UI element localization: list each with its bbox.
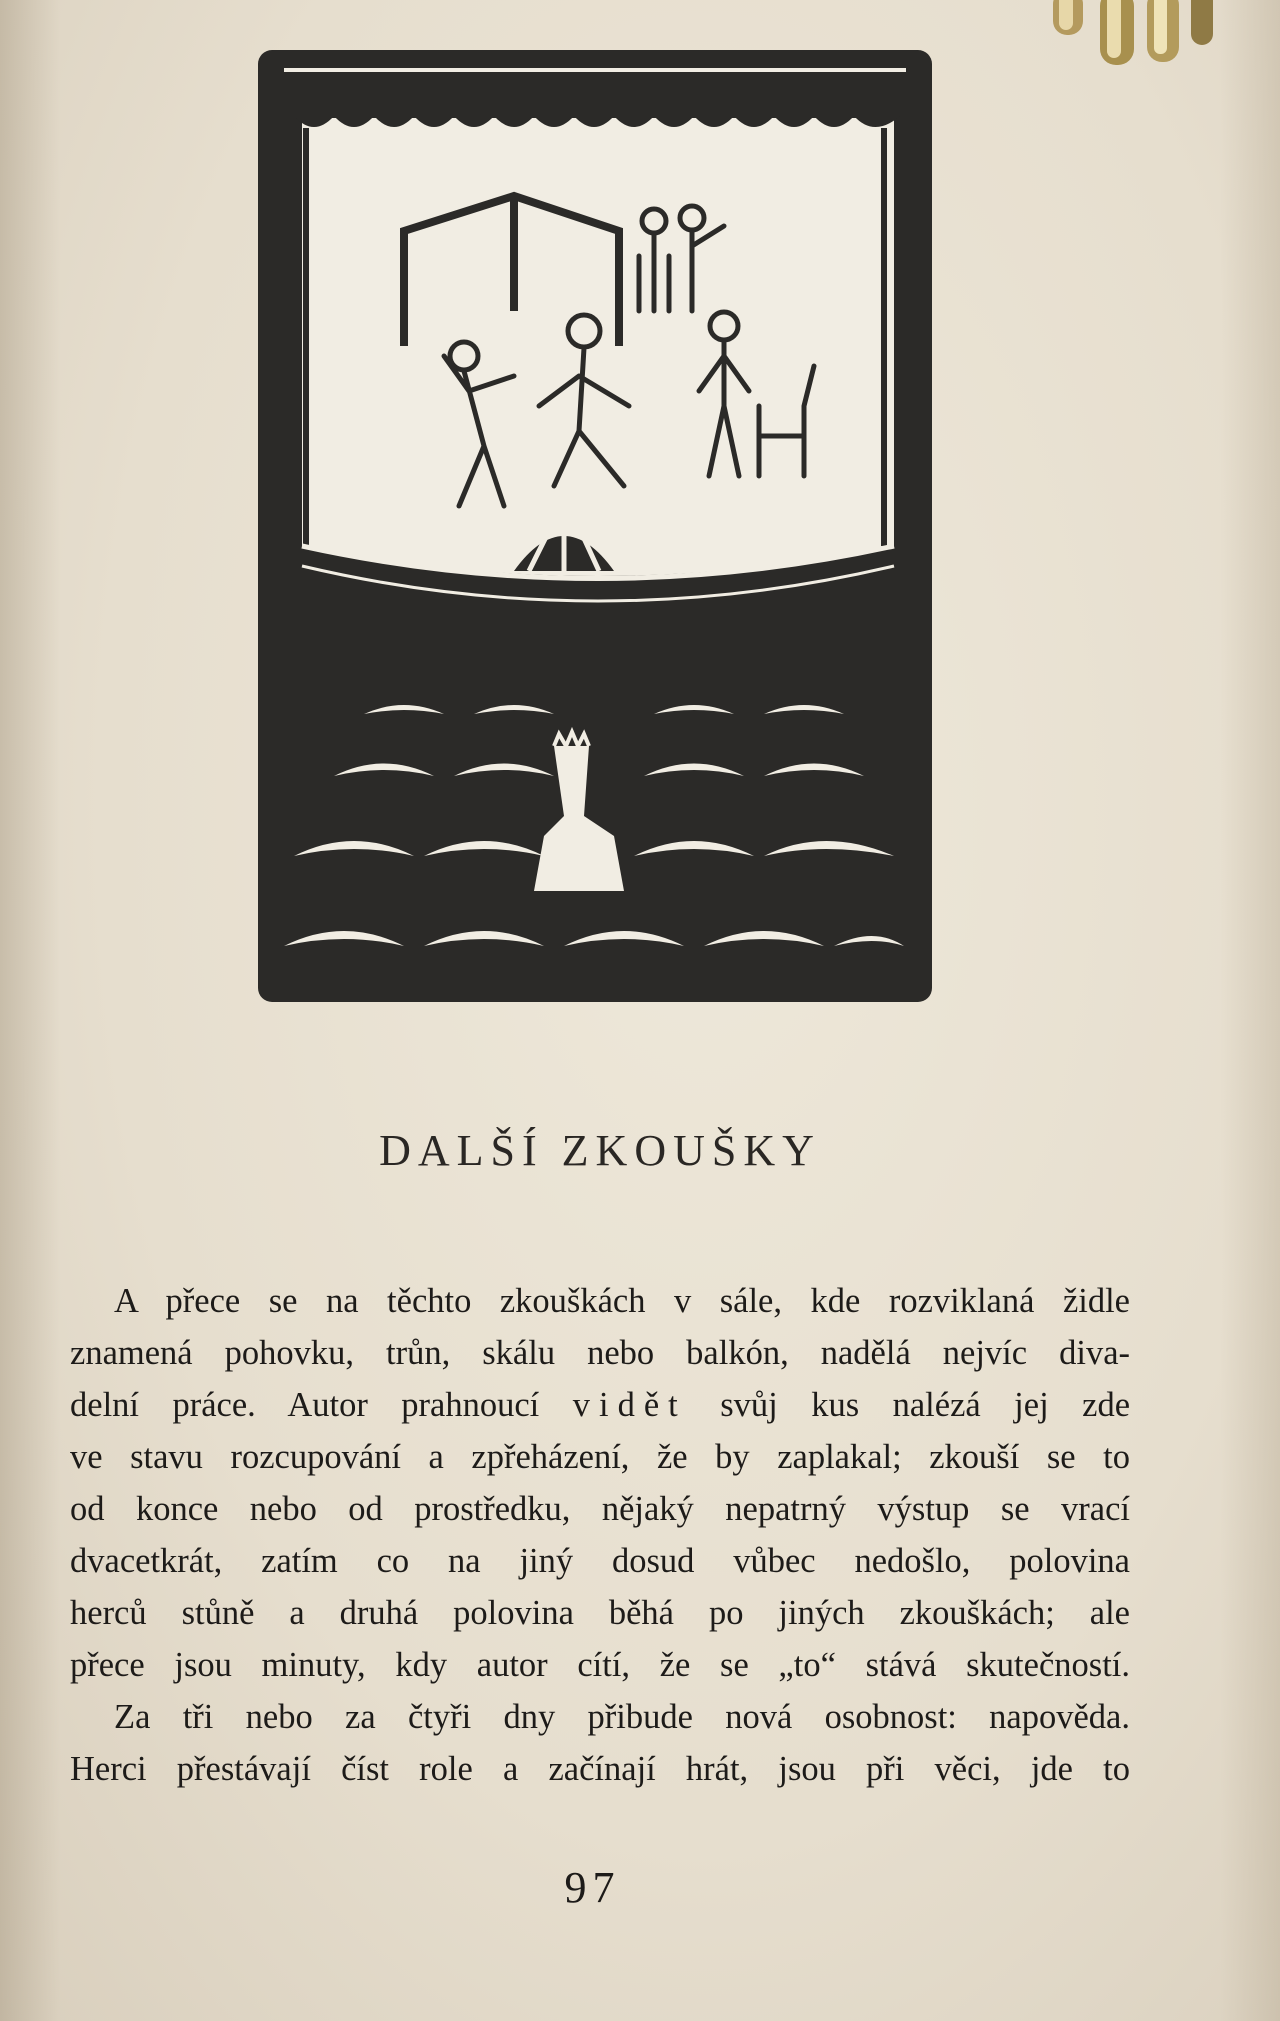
text-line: Za tři nebo za čtyři dny přibude nová osobnost: napověda.: [114, 1698, 1130, 1736]
text-line: od konce nebo od prostředku, nějaký nepatrný výstup se vrací: [70, 1490, 1130, 1528]
page-edge-shadow: [1220, 0, 1280, 2021]
theatre-stage-woodcut: [254, 46, 936, 1006]
text-line: Herci přestávají číst role a začínají hrát, jsou při věci, jde to: [70, 1750, 1130, 1788]
text-line: přece jsou minuty, kdy autor cítí, že se „to“ stává skutečností.: [70, 1646, 1130, 1684]
text-line: dvacetkrát, zatím co na jiný dosud vůbec nedošlo, polovina: [70, 1542, 1130, 1580]
page-number: 97: [564, 1863, 621, 1912]
page-gutter-shadow: [0, 0, 60, 2021]
text-segment: svůj kus nalézá jej zde: [720, 1386, 1131, 1424]
text-line: ve stavu rozcupování a zpřeházení, že by zaplakal; zkouší se to: [70, 1438, 1130, 1476]
text-segment: delní práce. Autor prahnoucí: [70, 1386, 540, 1424]
text-line: herců stůně a druhá polovina běhá po jiných zkouškách; ale: [70, 1594, 1130, 1632]
text-line: [70, 1379, 1130, 1431]
text-line: znamená pohovku, trůn, skálu nebo balkón, nadělá nejvíc diva-: [70, 1334, 1130, 1372]
body-text: [70, 1275, 1130, 1795]
chapter-title: DALŠÍ ZKOUŠKY: [379, 1126, 821, 1175]
text-line: A přece se na těchto zkouškách v sále, kde rozviklaná židle: [114, 1282, 1130, 1320]
spaced-emphasis: vidět: [572, 1386, 687, 1424]
binder-clip-icon: [1045, 0, 1225, 80]
